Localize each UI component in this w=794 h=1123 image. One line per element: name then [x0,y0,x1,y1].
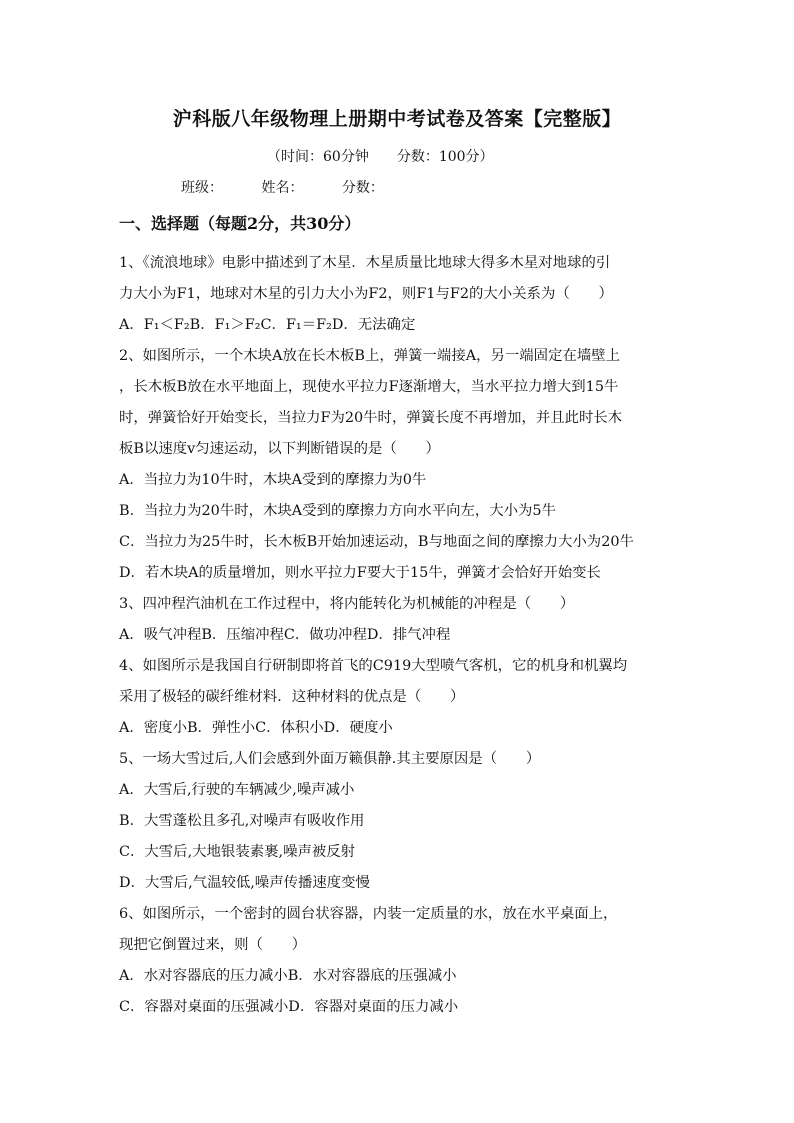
question-text: 5、一场大雪过后,人们会感到外面万籁俱静.其主要原因是（ ） [119,751,541,767]
question-text: 1、《流浪地球》电影中描述到了木星．木星质量比地球大得多木星对地球的引 [119,255,611,271]
option-b: B．大雪蓬松且多孔,对噪声有吸收作用 [119,813,365,829]
question-text: 力大小为F1，地球对木星的引力大小为F2，则F1与F2的大小关系为（ ） [119,286,613,302]
question-text: 板B以速度v匀速运动，以下判断错误的是（ ） [119,441,440,457]
option-c: C．当拉力为25牛时，长木板B开始加速运动，B与地面之间的摩擦力大小为20牛 [119,534,634,550]
options-ab: A．水对容器底的压力减小B．水对容器底的压强减小 [119,968,457,984]
question-list [119,248,679,1023]
question-2 [119,341,679,589]
option-a: A．当拉力为10牛时，木块A受到的摩擦力为0牛 [119,472,427,488]
question-3 [119,589,679,651]
option-d: D．大雪后,气温较低,噪声传播速度变慢 [119,875,370,891]
question-text: 2、如图所示，一个木块A放在长木板B上，弹簧一端接A，另一端固定在墙壁上 [119,348,621,364]
question-text: 时，弹簧恰好开始变长，当拉力F为20牛时，弹簧长度不再增加，并且此时长木 [119,410,623,426]
question-1 [119,248,679,341]
class-label: 班级： [181,180,223,196]
question-text: 6、如图所示，一个密封的圆台状容器，内装一定质量的水，放在水平桌面上， [119,906,618,922]
section-heading: 一、选择题（每题2分，共30分） [119,214,361,233]
total-score: 分数：100分） [396,149,494,165]
option-a: A．大雪后,行驶的车辆减少,噪声减小 [119,782,355,798]
option-d: D．若木块A的质量增加，则水平拉力F要大于15牛，弹簧才会恰好开始变长 [119,565,601,581]
student-info [181,177,418,197]
question-text: 4、如图所示是我国自行研制即将首飞的C919大型喷气客机，它的机身和机翼均 [119,658,628,674]
question-text: ，长木板B放在水平地面上，现使水平拉力F逐渐增大，当水平拉力增大到15牛 [119,379,619,395]
question-4 [119,651,679,744]
name-label: 姓名： [261,180,304,196]
time-limit: （时间：60分钟 [267,149,369,165]
points-label: 分数： [341,180,384,196]
question-text: 3、四冲程汽油机在工作过程中，将内能转化为机械能的冲程是（ ） [119,596,575,612]
question-text: 采用了极轻的碳纤维材料．这种材料的优点是（ ） [119,689,465,705]
question-options: A．吸气冲程B．压缩冲程C．做功冲程D．排气冲程 [119,627,451,643]
option-b: B．当拉力为20牛时，木块A受到的摩擦力方向水平向左，大小为5牛 [119,503,556,519]
exam-meta [267,146,522,166]
option-c: C．大雪后,大地银装素裹,噪声被反射 [119,844,356,860]
question-5 [119,744,679,899]
question-options: A．密度小B．弹性小C．体积小D．硬度小 [119,720,393,736]
question-text: 现把它倒置过来，则（ ） [119,937,307,953]
options-cd: C．容器对桌面的压强减小D．容器对桌面的压力减小 [119,999,459,1015]
question-options: A．F₁＜F₂B．F₁＞F₂C．F₁＝F₂D．无法确定 [119,317,416,333]
question-6 [119,899,679,1023]
page-title: 沪科版八年级物理上册期中考试卷及答案【完整版】 [172,108,622,130]
